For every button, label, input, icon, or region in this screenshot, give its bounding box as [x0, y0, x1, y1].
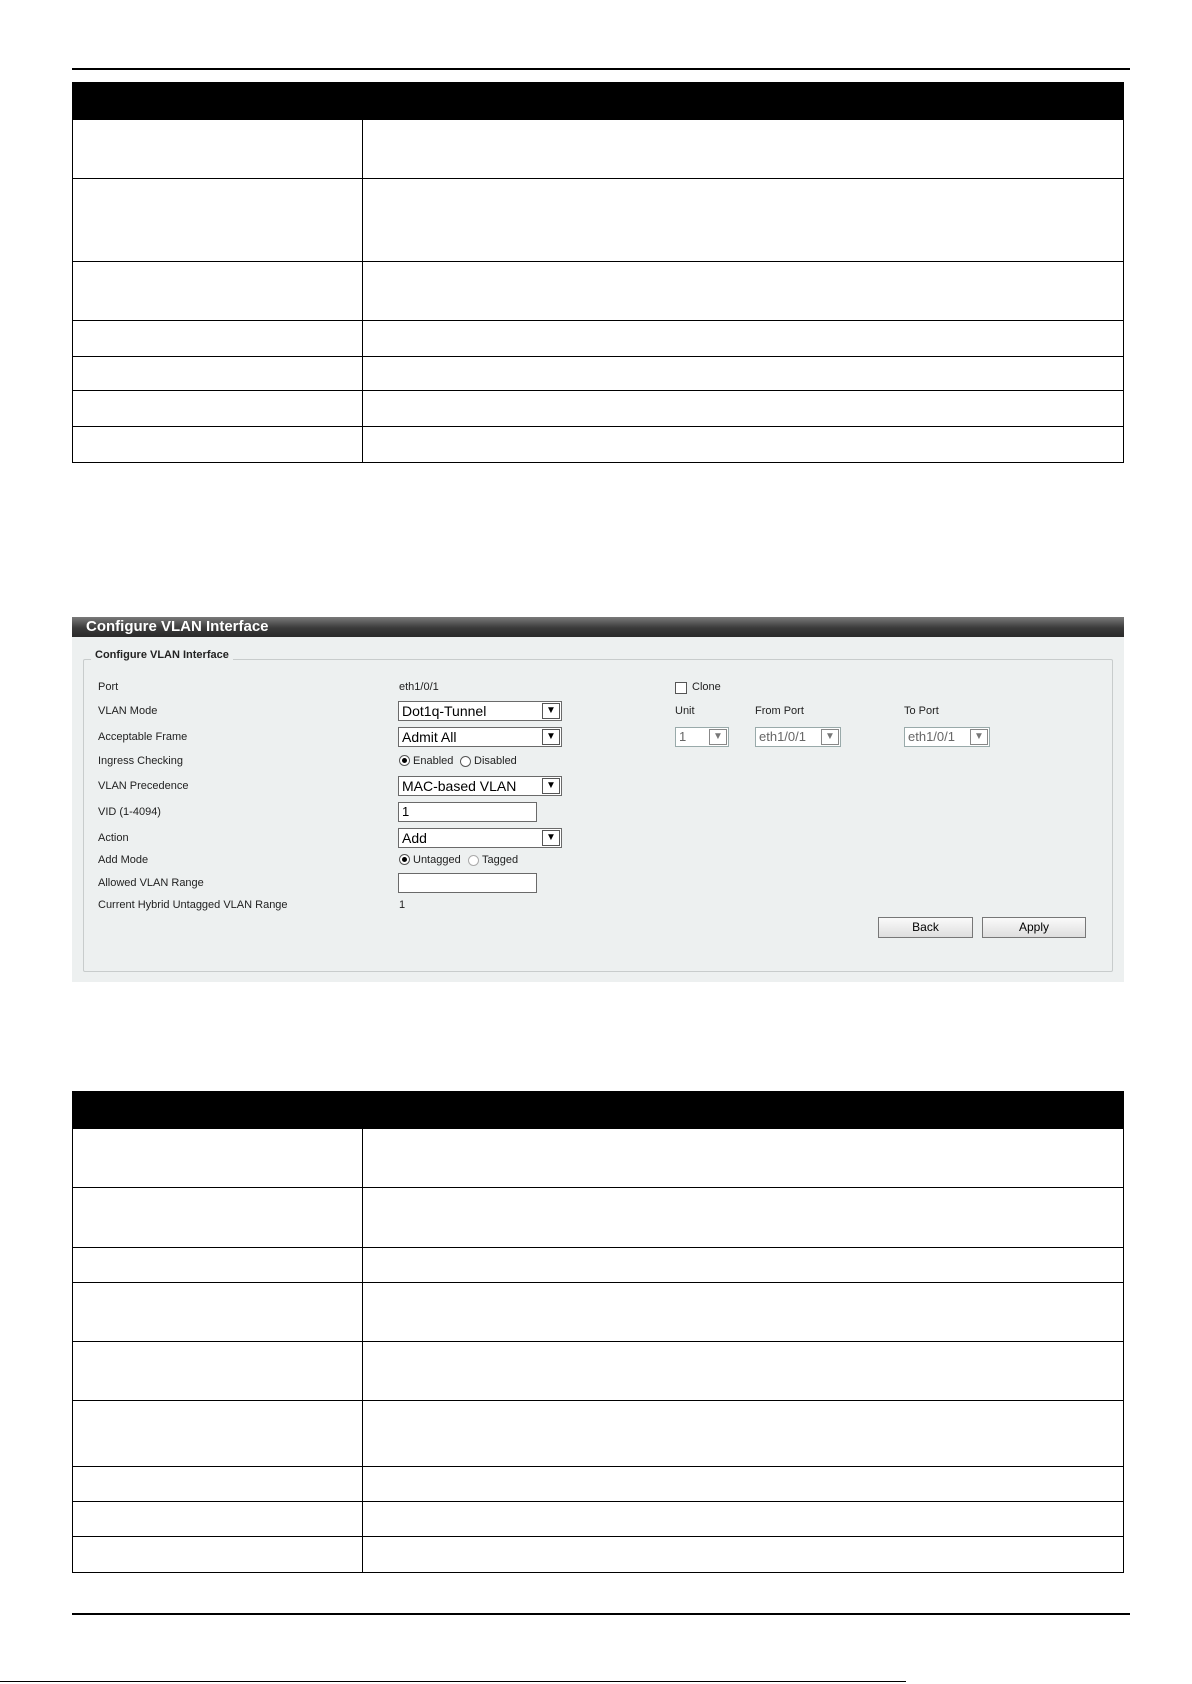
chevron-down-icon: ▼: [970, 729, 988, 745]
table-row: [73, 1537, 1124, 1573]
table-row: [73, 1467, 1124, 1502]
table-row: [73, 1188, 1124, 1248]
action-label: Action: [98, 832, 129, 844]
from-port-value: eth1/0/1: [759, 729, 806, 744]
table-header: [73, 83, 1124, 120]
vid-label: VID (1-4094): [98, 806, 161, 818]
add-mode-untagged-label: Untagged: [413, 854, 461, 866]
action-value: Add: [402, 830, 427, 846]
header-rule: [72, 68, 1130, 70]
table-header: [73, 1092, 1124, 1129]
add-mode-tagged-label: Tagged: [482, 854, 519, 866]
page-bottom-rule: [0, 1681, 906, 1682]
vlan-precedence-select[interactable]: [398, 776, 562, 796]
chevron-down-icon: ▼: [821, 729, 839, 745]
chevron-down-icon: ▼: [542, 703, 560, 719]
ingress-enabled-label: Enabled: [413, 755, 454, 767]
table-row: [73, 1401, 1124, 1467]
table-row: [73, 1283, 1124, 1342]
table-row: [73, 357, 1124, 391]
table-row: [73, 1248, 1124, 1283]
acceptable-frame-select[interactable]: [398, 727, 562, 747]
vlan-mode-select[interactable]: [398, 701, 562, 721]
chevron-down-icon: ▼: [542, 729, 560, 745]
allowed-vlan-range-label: Allowed VLAN Range: [98, 877, 204, 889]
parameter-table-2: [72, 1091, 1124, 1573]
from-port-select[interactable]: [755, 727, 841, 747]
table-row: [73, 1129, 1124, 1188]
allowed-vlan-range-input[interactable]: [398, 873, 537, 893]
table-row: [73, 120, 1124, 179]
to-port-select[interactable]: [904, 727, 990, 747]
vlan-mode-label: VLAN Mode: [98, 705, 158, 717]
port-label: Port: [98, 681, 119, 693]
ingress-disabled-label: Disabled: [474, 755, 517, 767]
section-title: Configure VLAN Interface: [91, 649, 233, 661]
vlan-precedence-label: VLAN Precedence: [98, 780, 189, 792]
to-port-value: eth1/0/1: [908, 729, 955, 744]
table-row: [73, 391, 1124, 427]
from-port-label: From Port: [755, 705, 804, 717]
unit-value: 1: [679, 729, 687, 744]
table-row: [73, 427, 1124, 463]
unit-label: Unit: [675, 705, 695, 717]
panel-title: Configure VLAN Interface: [72, 617, 1124, 637]
current-hybrid-label: Current Hybrid Untagged VLAN Range: [98, 899, 288, 911]
add-mode-label: Add Mode: [98, 854, 149, 866]
chevron-down-icon: ▼: [542, 778, 560, 794]
ingress-checking-label: Ingress Checking: [98, 755, 183, 767]
apply-button[interactable]: Apply: [982, 917, 1086, 938]
footer-rule: [72, 1613, 1130, 1615]
current-hybrid-value: 1: [399, 899, 406, 911]
port-value: eth1/0/1: [399, 681, 439, 693]
ingress-enabled-radio[interactable]: [399, 755, 410, 766]
table-row: [73, 262, 1124, 321]
table-row: [73, 321, 1124, 357]
acceptable-frame-value: Admit All: [402, 729, 457, 745]
vlan-precedence-value: MAC-based VLAN: [402, 778, 517, 794]
configure-vlan-interface-panel: [72, 617, 1124, 982]
chevron-down-icon: ▼: [709, 729, 727, 745]
ingress-disabled-radio[interactable]: [460, 756, 471, 767]
add-mode-untagged-radio[interactable]: [399, 854, 410, 865]
parameter-table-1: [72, 82, 1124, 463]
table-row: [73, 179, 1124, 262]
unit-select[interactable]: [675, 727, 729, 747]
to-port-label: To Port: [904, 705, 939, 717]
back-button[interactable]: Back: [878, 917, 973, 938]
action-select[interactable]: [398, 828, 562, 848]
acceptable-frame-label: Acceptable Frame: [98, 731, 188, 743]
add-mode-tagged-radio[interactable]: [468, 855, 479, 866]
chevron-down-icon: ▼: [542, 830, 560, 846]
vid-input[interactable]: 1: [398, 802, 537, 822]
vlan-mode-value: Dot1q-Tunnel: [402, 703, 487, 719]
table-row: [73, 1342, 1124, 1401]
table-row: [73, 1502, 1124, 1537]
clone-checkbox[interactable]: [675, 682, 687, 694]
clone-label: Clone: [692, 681, 721, 693]
